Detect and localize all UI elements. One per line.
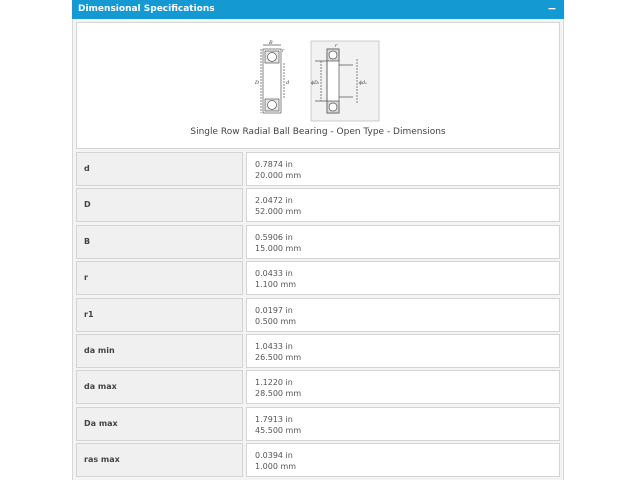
spec-row-r1 bbox=[76, 298, 560, 332]
spec-row-B bbox=[76, 225, 560, 259]
dimensional-specifications-panel bbox=[72, 0, 564, 480]
spec-value-mm: 45.500 mm bbox=[255, 426, 302, 435]
spec-value-inch: 0.0197 in bbox=[255, 306, 293, 315]
spec-value-mm: 26.500 mm bbox=[255, 353, 302, 362]
spec-label: da max bbox=[76, 370, 243, 404]
spec-value-mm: 1.000 mm bbox=[255, 462, 297, 471]
spec-value bbox=[246, 225, 560, 259]
spec-value-mm: 0.500 mm bbox=[255, 317, 297, 326]
bearing-cross-section bbox=[261, 45, 284, 113]
spec-value-mm: 52.000 mm bbox=[255, 207, 302, 216]
spec-value bbox=[246, 370, 560, 404]
label-Da: ϕDₐ bbox=[311, 81, 320, 86]
spec-row-Da-max bbox=[76, 407, 560, 441]
label-da: ϕdₐ bbox=[359, 81, 367, 86]
bearing-diagram bbox=[253, 39, 385, 123]
panel-title: Dimensional Specifications bbox=[78, 4, 215, 14]
bearing-mounting-diagram bbox=[311, 41, 379, 121]
spec-label: B bbox=[76, 225, 243, 259]
label-r1: r bbox=[335, 44, 338, 49]
spec-value-inch: 1.7913 in bbox=[255, 415, 293, 424]
spec-value-inch: 0.5906 in bbox=[255, 233, 293, 242]
spec-value bbox=[246, 261, 560, 295]
spec-value bbox=[246, 152, 560, 186]
spec-value bbox=[246, 298, 560, 332]
spec-value-mm: 15.000 mm bbox=[255, 244, 302, 253]
label-B: B bbox=[269, 40, 273, 46]
spec-value-inch: 1.1220 in bbox=[255, 378, 293, 387]
spec-value-inch: 0.0433 in bbox=[255, 269, 293, 278]
spec-value bbox=[246, 443, 560, 477]
panel-body bbox=[72, 19, 564, 480]
spec-row-r bbox=[76, 261, 560, 295]
spec-value bbox=[246, 188, 560, 222]
spec-value-mm: 1.100 mm bbox=[255, 280, 297, 289]
spec-label: r1 bbox=[76, 298, 243, 332]
spec-label: Da max bbox=[76, 407, 243, 441]
spec-label: r bbox=[76, 261, 243, 295]
spec-value-inch: 1.0433 in bbox=[255, 342, 293, 351]
label-d: d bbox=[286, 80, 290, 86]
spec-value-inch: 2.0472 in bbox=[255, 196, 293, 205]
bearing-diagram-box bbox=[76, 22, 560, 149]
spec-label: D bbox=[76, 188, 243, 222]
diagram-caption: Single Row Radial Ball Bearing - Open Type - Dimensions bbox=[190, 127, 446, 137]
spec-row-da-min bbox=[76, 334, 560, 368]
spec-value-mm: 28.500 mm bbox=[255, 389, 302, 398]
panel-header[interactable] bbox=[72, 0, 564, 19]
spec-row-d bbox=[76, 152, 560, 186]
label-r: r bbox=[282, 49, 285, 54]
spec-value-inch: 0.0394 in bbox=[255, 451, 293, 460]
spec-value bbox=[246, 334, 560, 368]
spec-label: d bbox=[76, 152, 243, 186]
spec-label: ras max bbox=[76, 443, 243, 477]
spec-row-ras-max bbox=[76, 443, 560, 477]
label-D: D bbox=[255, 80, 260, 86]
spec-value-inch: 0.7874 in bbox=[255, 160, 293, 169]
spec-row-D bbox=[76, 188, 560, 222]
spec-label: da min bbox=[76, 334, 243, 368]
spec-value-mm: 20.000 mm bbox=[255, 171, 302, 180]
collapse-icon[interactable]: − bbox=[547, 2, 557, 15]
spec-value bbox=[246, 407, 560, 441]
spec-row-da-max bbox=[76, 370, 560, 404]
